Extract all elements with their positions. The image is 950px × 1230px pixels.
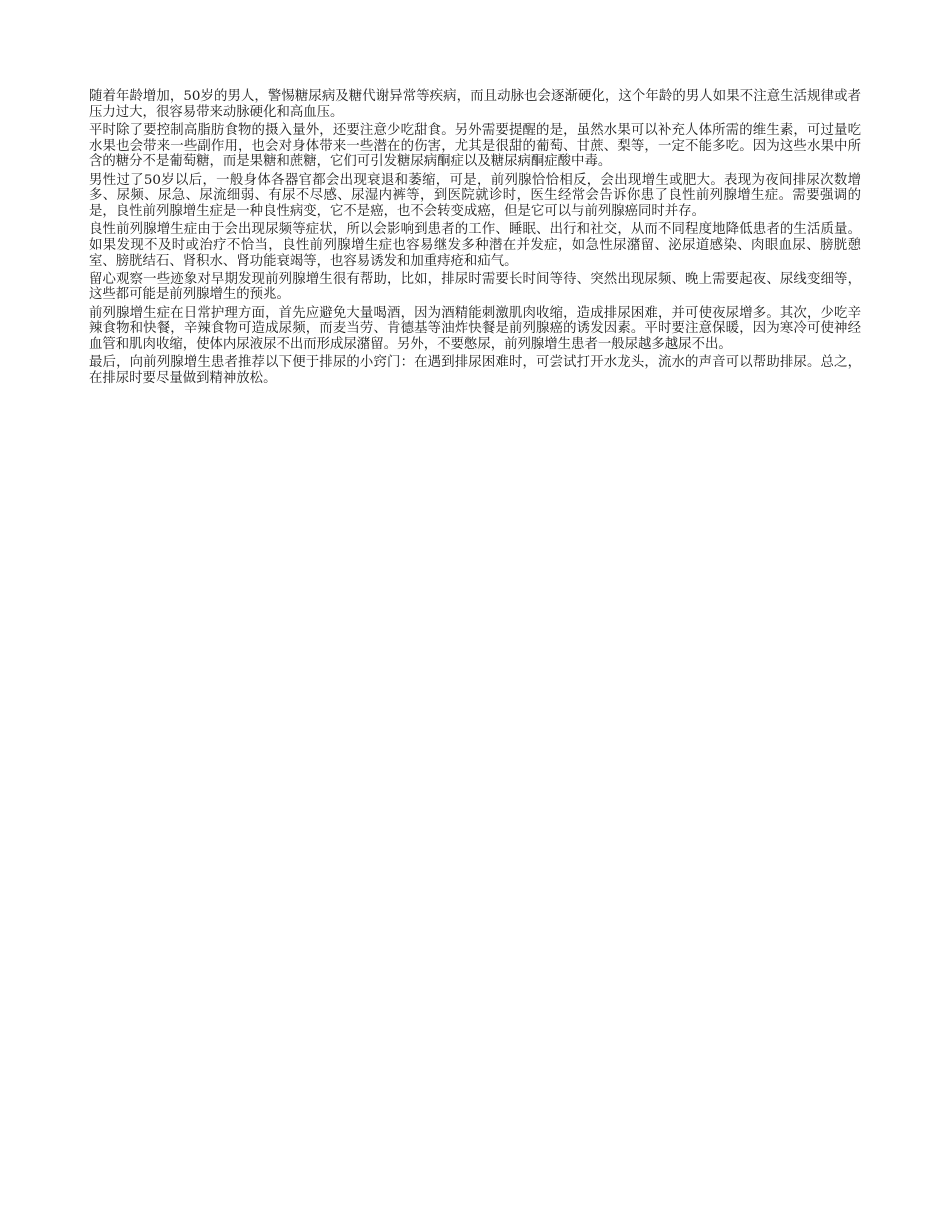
paragraph-early-signs: 留心观察一些迹象对早期发现前列腺增生很有帮助，比如，排尿时需要长时间等待、突然出现尿频、晚上需要起夜、尿线变细等，这些都可能是前列腺增生的预兆。: [89, 271, 861, 303]
paragraph-daily-care: 前列腺增生症在日常护理方面，首先应避免大量喝酒，因为酒精能刺激肌肉收缩，造成排尿困难，并可使夜尿增多。其次，少吃辛辣食物和快餐，辛辣食物可造成尿频，而麦当劳、肯德基等油炸快餐是前列腺癌的诱发因素。平时要注意保暖，因为寒冷可使神经血管和肌肉收缩，使体内尿液尿不出而形成尿潴留。另外，不要憋尿，前列腺增生患者一般尿越多越尿不出。: [89, 305, 861, 353]
paragraph-urination-tips: 最后，向前列腺增生患者推荐以下便于排尿的小窍门：在遇到排尿困难时，可尝试打开水龙头，流水的声音可以帮助排尿。总之，在排尿时要尽量做到精神放松。: [89, 355, 861, 386]
document-body: [89, 89, 861, 389]
paragraph-quality-of-life: 良性前列腺增生症由于会出现尿频等症状，所以会影响到患者的工作、睡眠、出行和社交，从而不同程度地降低患者的生活质量。如果发现不及时或治疗不恰当，良性前列腺增生症也容易继发多种潜在并发症，如急性尿潴留、泌尿道感染、肉眼血尿、膀胱憩室、膀胱结石、肾积水、肾功能衰竭等，也容易诱发和加重痔疮和疝气。: [89, 222, 861, 269]
paragraph-prostate-symptoms: 男性过了50岁以后，一般身体各器官都会出现衰退和萎缩，可是，前列腺恰恰相反，会出现增生或肥大。表现为夜间排尿次数增多、尿频、尿急、尿流细弱、有尿不尽感、尿湿内裤等，到医院就诊时，医生经常会告诉你患了良性前列腺增生症。需要强调的是，良性前列腺增生症是一种良性病变，它不是癌，也不会转变成癌，但是它可以与前列腺癌同时并存。: [89, 172, 861, 219]
paragraph-diet-fruit: 平时除了要控制高脂肪食物的摄入量外，还要注意少吃甜食。另外需要提醒的是，虽然水果可以补充人体所需的维生素，可过量吃水果也会带来一些副作用，也会对身体带来一些潜在的伤害，尤其是很甜的葡萄、甘蔗、梨等，一定不能多吃。因为这些水果中所含的糖分不是葡萄糖，而是果糖和蔗糖，它们可引发糖尿病酮症以及糖尿病酮症酸中毒。: [89, 122, 861, 170]
paragraph-age-health: 随着年龄增加，50岁的男人，警惕糖尿病及糖代谢异常等疾病，而且动脉也会逐渐硬化，这个年龄的男人如果不注意生活规律或者压力过大，很容易带来动脉硬化和高血压。: [89, 89, 861, 120]
